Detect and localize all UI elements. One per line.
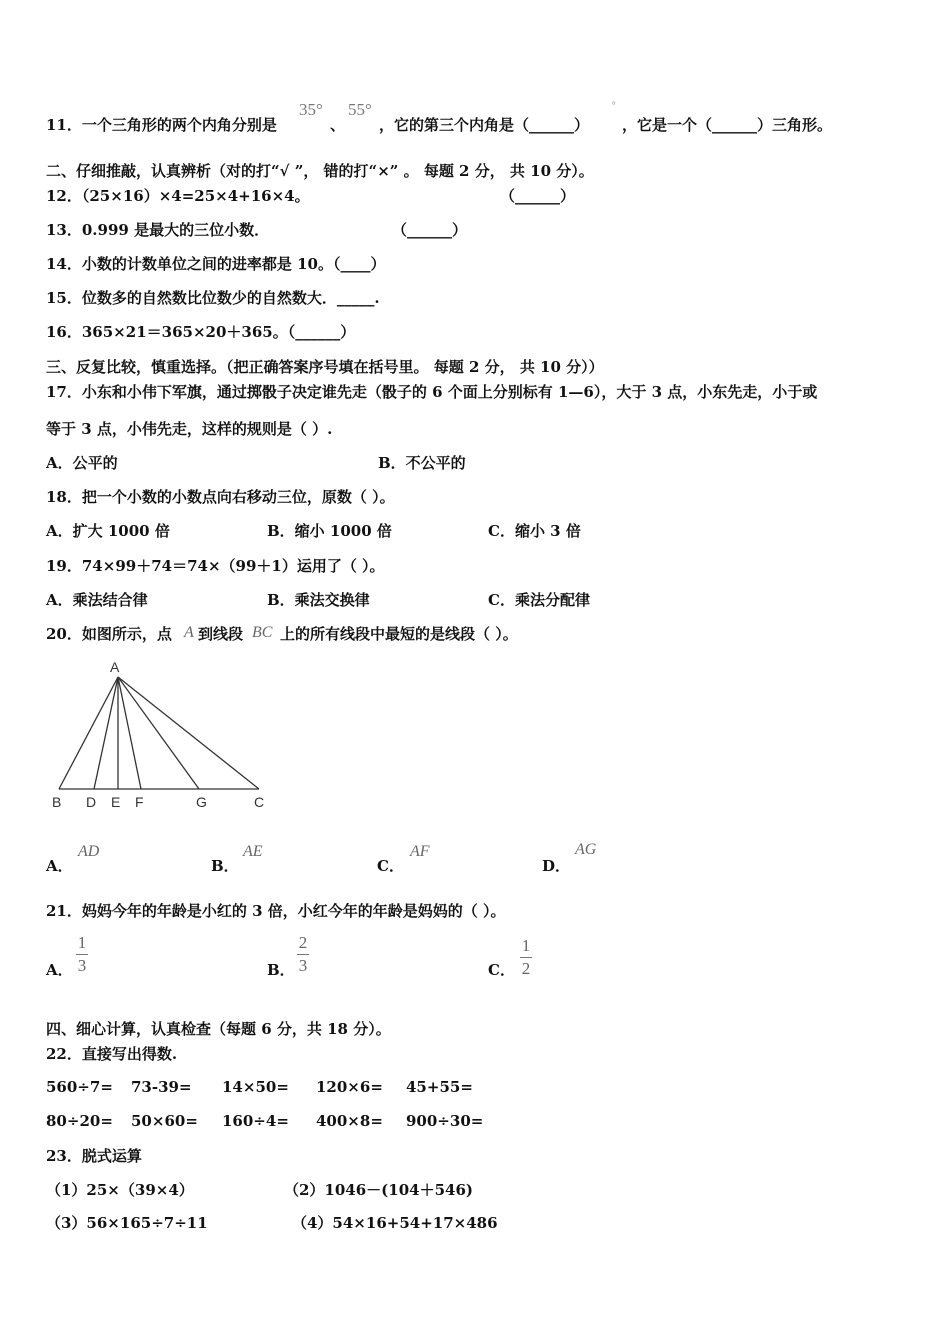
q11-text-c: ，它是一个（______）三角形。: [622, 116, 833, 134]
q11-text-a: 11．一个三角形的两个内角分别是: [46, 116, 277, 134]
q20-option-b-letter[interactable]: B．: [211, 857, 239, 875]
q20-option-c-value[interactable]: AF: [410, 843, 430, 860]
triangle-lines: [59, 677, 259, 789]
q20-segment: BC: [252, 624, 273, 641]
q23-title: 23．脱式运算: [46, 1147, 142, 1165]
q21-option-b-fraction[interactable]: [297, 934, 309, 975]
fraction-denominator: 3: [298, 956, 308, 975]
segment-ad: [94, 677, 118, 789]
q22-item: 80÷20=: [46, 1112, 113, 1130]
segment-ab: [59, 677, 118, 789]
label-g: G: [196, 794, 207, 810]
q11-separator: 、: [330, 116, 346, 134]
q22-item: 50×60=: [131, 1112, 198, 1130]
q20-point: A: [184, 624, 194, 641]
q22-item: 160÷4=: [222, 1112, 289, 1130]
q14-text: 14．小数的计数单位之间的进率都是 10。（____）: [46, 255, 386, 273]
q17-option-b[interactable]: B．不公平的: [378, 454, 466, 472]
q21-text: 21．妈妈今年的年龄是小红的 3 倍，小红今年的年龄是妈妈的（ ）。: [46, 902, 506, 920]
q22-item: 400×8=: [316, 1112, 383, 1130]
q18-option-b[interactable]: B．缩小 1000 倍: [267, 522, 392, 540]
q22-item: 900÷30=: [406, 1112, 484, 1130]
q19-option-b[interactable]: B．乘法交换律: [267, 591, 370, 609]
q23-item-3: （3）56×165÷7÷11: [46, 1214, 208, 1232]
q21-option-a-fraction[interactable]: [76, 934, 88, 975]
label-f: F: [135, 794, 144, 810]
q20-text-b: 到线段: [198, 625, 244, 643]
q17-line-2: 等于 3 点，小伟先走，这样的规则是（ ）.: [46, 420, 333, 438]
q11-text-b: ，它的第三个内角是（______）: [379, 116, 590, 134]
q22-item: 45+55=: [406, 1078, 473, 1096]
label-e: E: [111, 794, 121, 810]
section-2-title: 二、仔细推敲，认真辨析（对的打“√ ”， 错的打“×” 。 每题 2 分， 共 10 分）。: [46, 162, 594, 180]
q22-item: 73-39=: [131, 1078, 192, 1096]
fraction-bar: [520, 957, 532, 958]
q17-option-a[interactable]: A．公平的: [46, 454, 118, 472]
fraction-numerator: 1: [77, 933, 87, 952]
q22-item: 14×50=: [222, 1078, 289, 1096]
section-3-title: 三、反复比较，慎重选择。（把正确答案序号填在括号里。 每题 2 分， 共 10 分））: [46, 358, 604, 376]
q18-option-a[interactable]: A．扩大 1000 倍: [46, 522, 170, 540]
label-c: C: [254, 794, 265, 810]
q21-option-b-letter[interactable]: B．: [267, 961, 295, 979]
label-b: B: [52, 794, 62, 810]
q22-title: 22．直接写出得数.: [46, 1045, 178, 1063]
q21-option-c-fraction[interactable]: [520, 937, 532, 978]
fraction-bar: [297, 954, 309, 955]
label-d: D: [86, 794, 97, 810]
fraction-numerator: 2: [298, 933, 308, 952]
fraction-denominator: 2: [521, 959, 531, 978]
q18-option-c[interactable]: C．缩小 3 倍: [488, 522, 581, 540]
label-a: A: [110, 659, 120, 675]
q19-text: 19．74×99＋74＝74×（99＋1）运用了（ ）。: [46, 557, 385, 575]
q23-item-1: （1）25×（39×4）: [46, 1181, 194, 1199]
section-4-title: 四、细心计算，认真检查（每题 6 分，共 18 分）。: [46, 1020, 391, 1038]
q20-text-c: 上的所有线段中最短的是线段（ ）。: [280, 625, 518, 643]
q20-option-d-letter[interactable]: D．: [542, 857, 571, 875]
fraction-numerator: 1: [521, 936, 531, 955]
q13-text: 13．0.999 是最大的三位小数．: [46, 221, 270, 239]
fraction-bar: [76, 954, 88, 955]
q16-text: 16．365×21＝365×20＋365。（______）: [46, 323, 356, 341]
q20-option-b-value[interactable]: AE: [243, 843, 263, 860]
q12-text: 12．（25×16）×4=25×4+16×4。: [46, 187, 310, 205]
q20-triangle-figure: [40, 655, 280, 815]
q11-angle-2: 55°: [348, 100, 372, 119]
q21-option-c-letter[interactable]: C．: [488, 961, 515, 979]
q22-item: 560÷7=: [46, 1078, 113, 1096]
q20-option-d-value[interactable]: AG: [575, 841, 597, 858]
q23-item-4: （4）54×16+54+17×486: [292, 1214, 498, 1232]
q15-text: 15．位数多的自然数比位数少的自然数大．_____.: [46, 289, 380, 307]
q17-line-1: 17．小东和小伟下军旗，通过掷骰子决定谁先走（骰子的 6 个面上分别标有 1—6），大于 3 点，小东先走，小于或: [46, 383, 818, 401]
fraction-denominator: 3: [77, 956, 87, 975]
q11-angle-1: 35°: [299, 100, 323, 119]
q23-item-2: （2）1046－(104＋546): [284, 1181, 474, 1199]
q20-text-a: 20．如图所示，点: [46, 625, 172, 643]
q11-degree-mark: °: [612, 100, 616, 110]
q20-option-c-letter[interactable]: C．: [377, 857, 404, 875]
q18-text: 18．把一个小数的小数点向右移动三位，原数（ ）。: [46, 488, 395, 506]
q12-answer-blank[interactable]: （______）: [500, 187, 576, 205]
q19-option-a[interactable]: A．乘法结合律: [46, 591, 148, 609]
q22-item: 120×6=: [316, 1078, 383, 1096]
segment-ac: [118, 677, 259, 789]
q20-option-a-letter[interactable]: A．: [46, 857, 73, 875]
q20-option-a-value[interactable]: AD: [78, 843, 100, 860]
q21-option-a-letter[interactable]: A．: [46, 961, 73, 979]
q13-answer-blank[interactable]: （______）: [392, 221, 468, 239]
q19-option-c[interactable]: C．乘法分配律: [488, 591, 590, 609]
